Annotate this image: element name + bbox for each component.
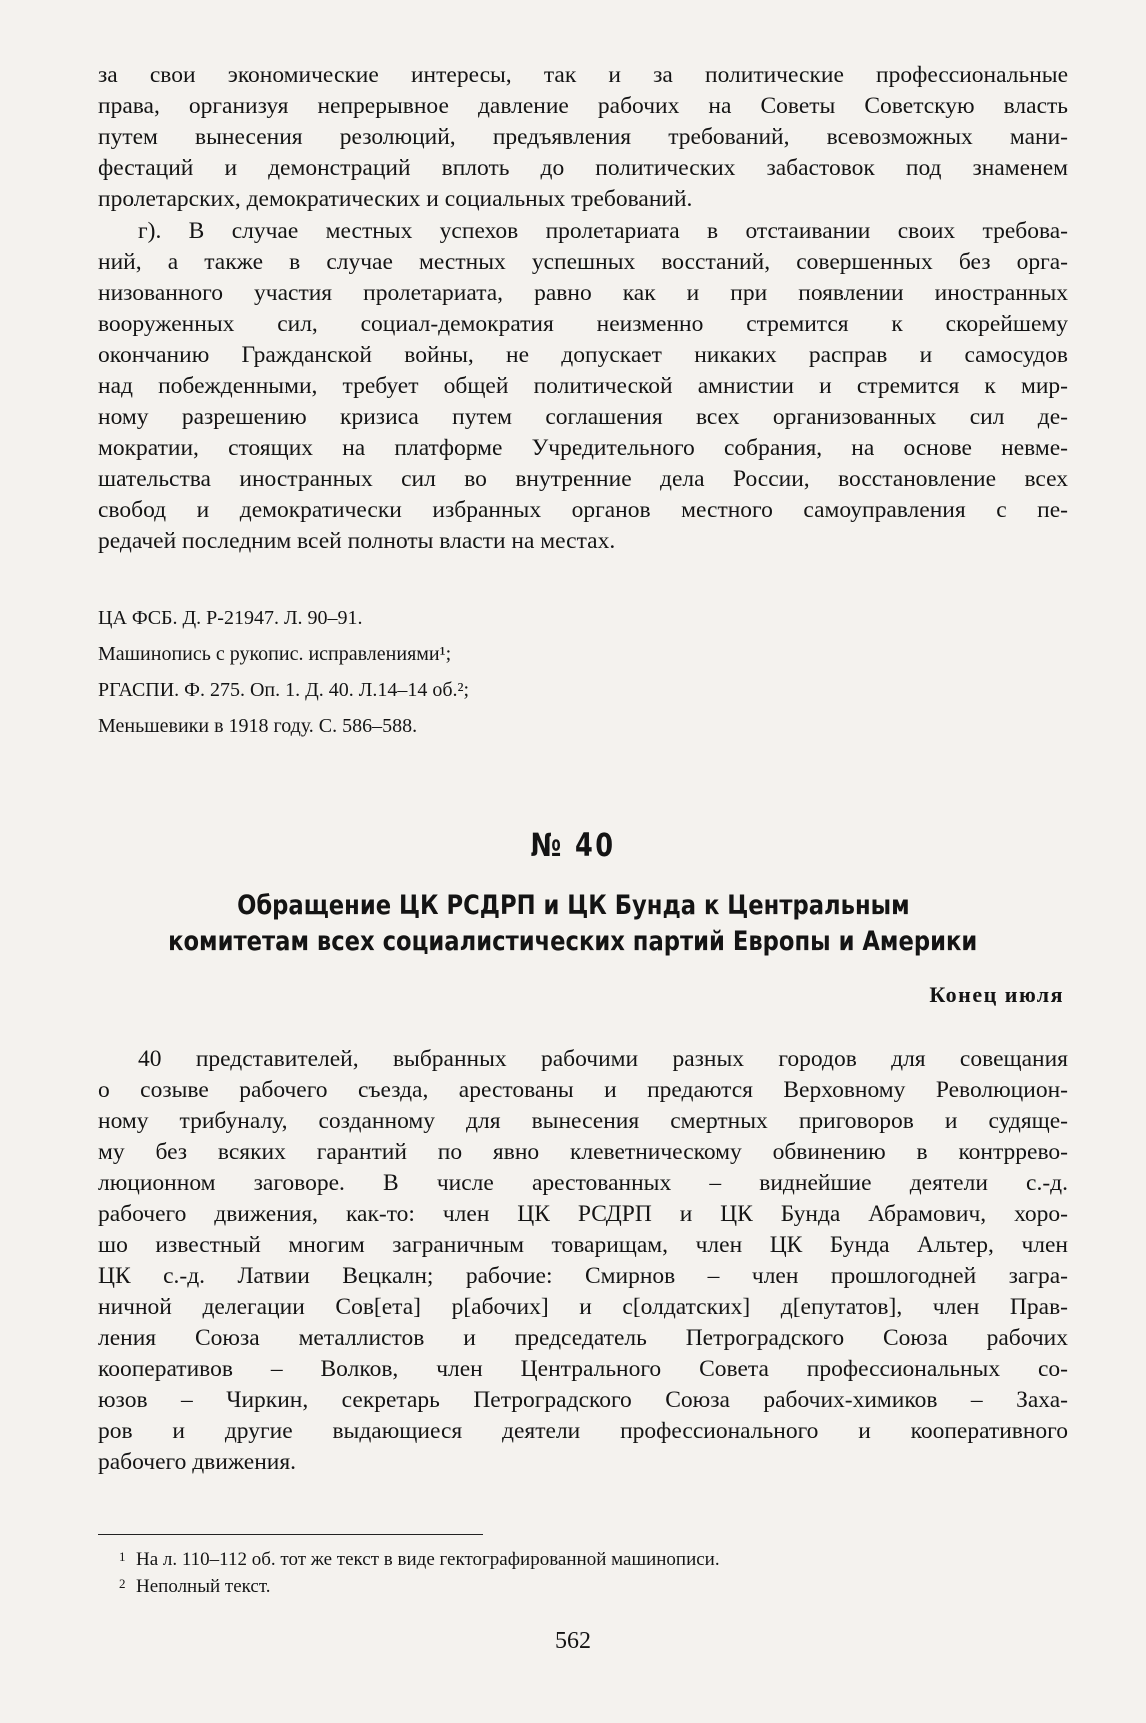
- text-line: мократии, стоящих на платформе Учредительного собрания, на основе невме-: [98, 435, 1068, 461]
- text-line: ров и другие выдающиеся деятели профессионального и кооперативного: [98, 1418, 1068, 1444]
- text-line: ному разрешению кризиса путем соглашения всех организованных сил де-: [98, 404, 1068, 430]
- text-line: юзов – Чиркин, секретарь Петроградского Союза рабочих-химиков – Заха-: [98, 1387, 1068, 1413]
- document-number: № 40: [530, 826, 616, 864]
- source-line: Меньшевики в 1918 году. С. 586–588.: [98, 715, 418, 737]
- text-line: пролетарских, демократических и социальных требований.: [98, 186, 693, 212]
- text-line: рабочего движения.: [98, 1449, 297, 1475]
- text-line: свобод и демократически избранных органов местного самоуправления с пе-: [98, 497, 1068, 523]
- footnote-1: [119, 1547, 720, 1573]
- source-line: РГАСПИ. Ф. 275. Оп. 1. Д. 40. Л.14–14 об.²;: [98, 679, 470, 701]
- source-line: ЦА ФСБ. Д. Р-21947. Л. 90–91.: [98, 607, 363, 629]
- document-title-line-2: комитетам всех социалистических партий Европы и Америки: [168, 926, 978, 957]
- text-line: за свои экономические интересы, так и за политические профессиональные: [98, 62, 1068, 88]
- source-line: Машинопись с рукопис. исправлениями¹;: [98, 643, 452, 665]
- text-line: шательства иностранных сил во внутренние дела России, восстановление всех: [98, 466, 1068, 492]
- footnote-text: Неполный текст.: [136, 1576, 271, 1597]
- text-line: му без всяких гарантий по явно клеветническому обвинению в контррево-: [98, 1139, 1068, 1165]
- text-line: кооперативов – Волков, член Центрального Совета профессиональных со-: [98, 1356, 1068, 1382]
- text-line: фестаций и демонстраций вплоть до политических забастовок под знаменем: [98, 155, 1068, 181]
- text-line: над побежденными, требует общей политической амнистии и стремится к мир-: [98, 373, 1068, 399]
- text-line: ничной делегации Сов[ета] р[абочих] и с[олдатских] д[епутатов], член Прав-: [98, 1294, 1068, 1320]
- footnote-mark: 1: [119, 1549, 126, 1564]
- text-line: шо известный многим заграничным товарищам, член ЦК Бунда Альтер, член: [98, 1232, 1068, 1258]
- footnote-2: [119, 1574, 271, 1600]
- document-date: Конец июля: [929, 982, 1064, 1007]
- text-line: о созыве рабочего съезда, арестованы и предаются Верховному Революцион-: [98, 1077, 1068, 1103]
- text-line: ний, а также в случае местных успешных восстаний, совершенных без орга-: [98, 249, 1068, 275]
- footnote-text: На л. 110–112 об. тот же текст в виде гектографированной машинописи.: [136, 1549, 720, 1570]
- footnote-divider: [98, 1534, 483, 1535]
- text-line: ЦК с.-д. Латвии Вецкалн; рабочие: Смирнов – член прошлогодней загра-: [98, 1263, 1068, 1289]
- text-line: права, организуя непрерывное давление рабочих на Советы Советскую власть: [98, 93, 1068, 119]
- text-line: люционном заговоре. В числе арестованных – виднейшие деятели с.-д.: [98, 1170, 1068, 1196]
- text-line: низованного участия пролетариата, равно как и при появлении иностранных: [98, 280, 1068, 306]
- text-line: рабочего движения, как-то: член ЦК РСДРП и ЦК Бунда Абрамович, хоро-: [98, 1201, 1068, 1227]
- text-line: окончанию Гражданской войны, не допускает никаких расправ и самосудов: [98, 342, 1068, 368]
- text-line: вооруженных сил, социал-демократия неизменно стремится к скорейшему: [98, 311, 1068, 337]
- text-line: г). В случае местных успехов пролетариата в отстаивании своих требова-: [138, 218, 1068, 244]
- text-line: ления Союза металлистов и председатель Петроградского Союза рабочих: [98, 1325, 1068, 1351]
- text-line: ному трибуналу, созданному для вынесения смертных приговоров и судяще-: [98, 1108, 1068, 1134]
- text-line: редачей последним всей полноты власти на местах.: [98, 528, 616, 554]
- text-line: 40 представителей, выбранных рабочими разных городов для совещания: [138, 1046, 1068, 1072]
- footnote-mark: 2: [119, 1576, 126, 1591]
- text-line: путем вынесения резолюций, предъявления требований, всевозможных мани-: [98, 124, 1068, 150]
- document-title-line-1: Обращение ЦК РСДРП и ЦК Бунда к Центральным: [236, 890, 910, 921]
- page-number: 562: [555, 1628, 591, 1654]
